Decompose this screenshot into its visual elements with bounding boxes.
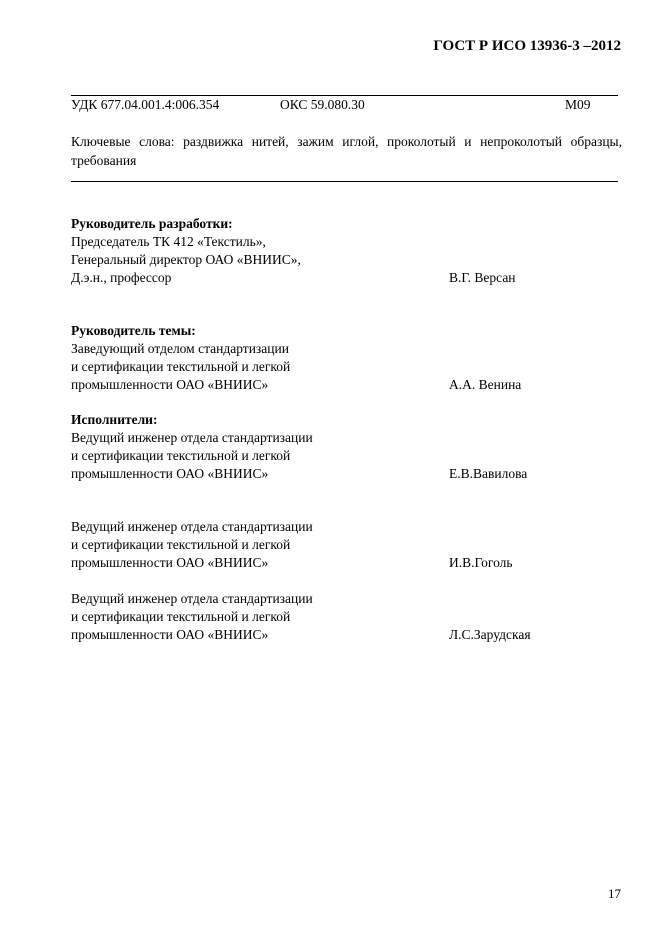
top-divider <box>71 95 618 96</box>
udk-code: УДК 677.04.001.4:006.354 <box>71 97 220 112</box>
position-line: Ведущий инженер отдела стандартизации <box>71 430 313 445</box>
person-name: В.Г. Версан <box>449 270 516 285</box>
class-code: М09 <box>565 97 591 112</box>
keywords-paragraph: Ключевые слова: раздвижка нитей, зажим иглой, проколотый и непроколотый образцы, требования <box>71 134 622 168</box>
position-line: Председатель ТК 412 «Текстиль», <box>71 234 266 249</box>
person-name: А.А. Венина <box>449 377 522 392</box>
position-line: Д.э.н., профессор <box>71 270 172 285</box>
person-name: Л.С.Зарудская <box>449 627 531 642</box>
person-name: Е.В.Вавилова <box>449 466 528 481</box>
section-heading-development-lead: Руководитель разработки: <box>71 216 233 231</box>
position-line: и сертификации текстильной и легкой <box>71 448 291 463</box>
standard-designation: ГОСТ Р ИСО 13936-3 –2012 <box>433 38 621 54</box>
position-line: Генеральный директор ОАО «ВНИИС», <box>71 252 301 267</box>
position-line: Заведующий отделом стандартизации <box>71 341 289 356</box>
section-heading-topic-lead: Руководитель темы: <box>71 323 196 338</box>
position-line: промышленности ОАО «ВНИИС» <box>71 466 269 481</box>
position-line: промышленности ОАО «ВНИИС» <box>71 377 269 392</box>
person-name: И.В.Гоголь <box>449 555 513 570</box>
position-line: и сертификации текстильной и легкой <box>71 537 291 552</box>
section-heading-executors: Исполнители: <box>71 412 158 427</box>
position-line: и сертификации текстильной и легкой <box>71 609 291 624</box>
position-line: Ведущий инженер отдела стандартизации <box>71 519 313 534</box>
position-line: Ведущий инженер отдела стандартизации <box>71 591 313 606</box>
page-number: 17 <box>608 886 621 901</box>
position-line: промышленности ОАО «ВНИИС» <box>71 555 269 570</box>
position-line: промышленности ОАО «ВНИИС» <box>71 627 269 642</box>
position-line: и сертификации текстильной и легкой <box>71 359 291 374</box>
keywords-divider <box>71 181 618 182</box>
oks-code: ОКС 59.080.30 <box>280 97 365 112</box>
